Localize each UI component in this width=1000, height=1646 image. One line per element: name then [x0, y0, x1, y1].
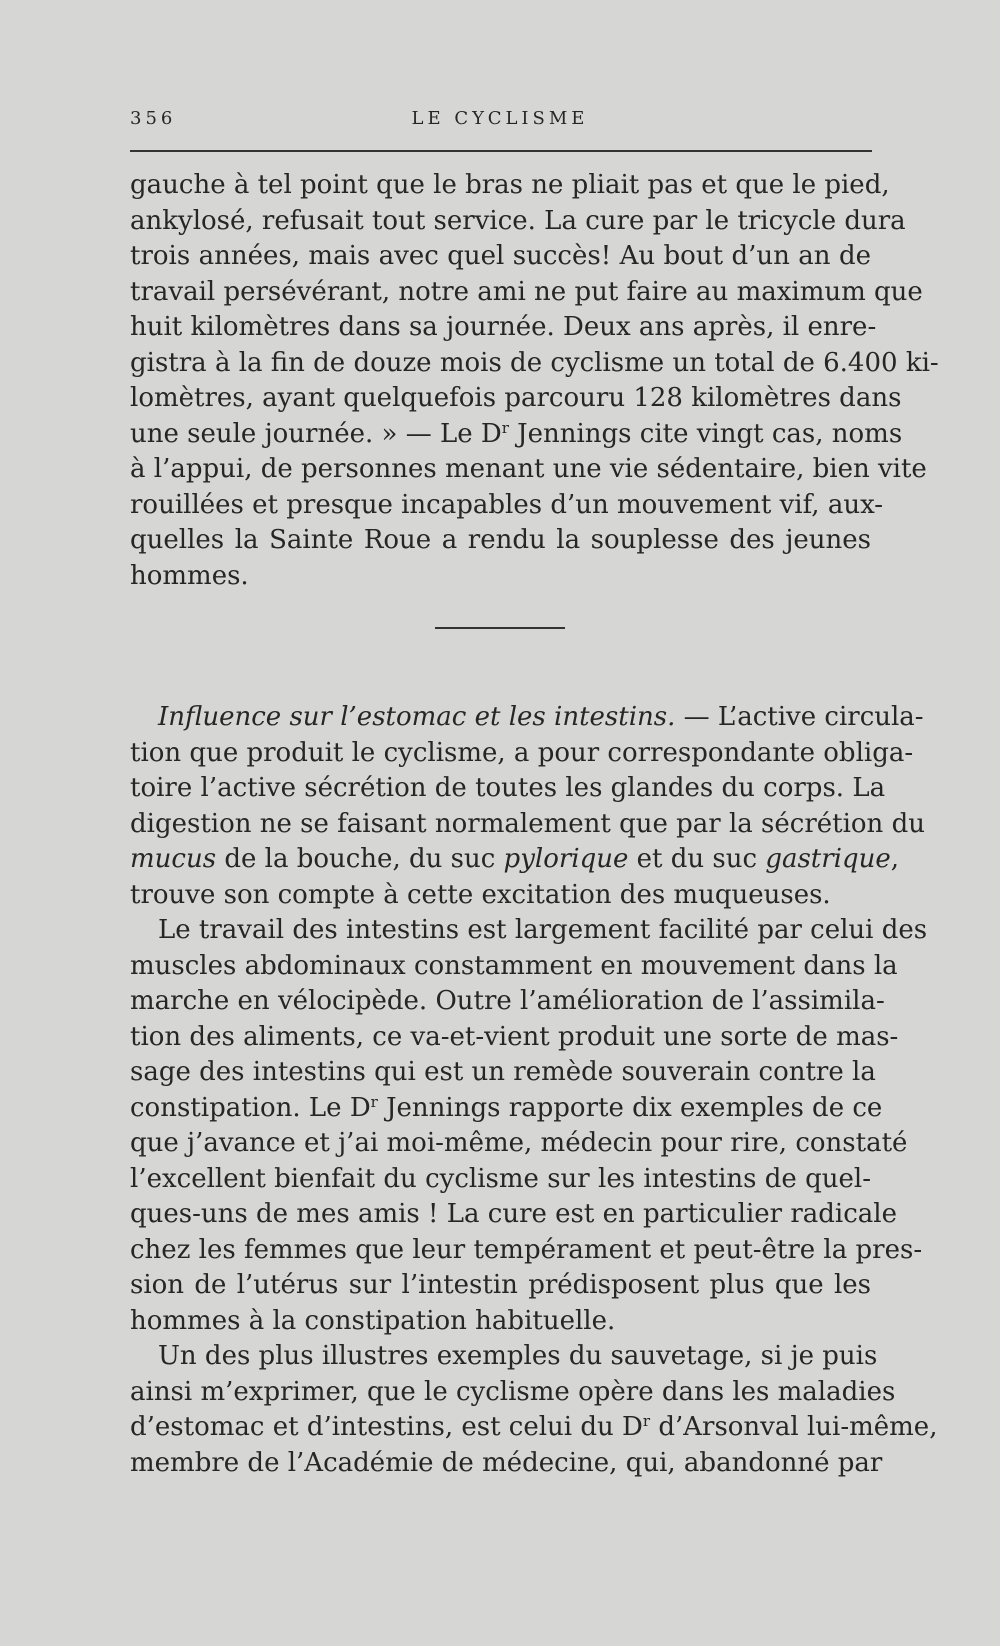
page-header [130, 108, 870, 138]
text-fragment: de la bouche, du suc [216, 844, 504, 874]
superscript: r [370, 1092, 378, 1111]
text-line: chez les femmes que leur tempérament et peut-être la pres- [130, 1234, 923, 1265]
section-heading-line [130, 700, 924, 736]
text-line: hommes à la constipation habituelle. [130, 1305, 616, 1336]
text-line [130, 1410, 938, 1446]
text-line: gauche à tel point que le bras ne pliait pas et que le pied, [130, 170, 890, 200]
text-line: lomètres, ayant quelquefois parcouru 128 kilomètres dans [130, 383, 902, 413]
text-line: membre de l’Académie de médecine, qui, abandonné par [130, 1447, 883, 1478]
text-line [130, 1091, 883, 1127]
text-line: tion des aliments, ce va-et-vient produit une sorte de mas- [130, 1021, 899, 1052]
text-fragment: — L’active circula- [675, 702, 924, 732]
section-heading: Influence sur l’estomac et les intestins. [158, 702, 676, 732]
text-line: ques-uns de mes amis ! La cure est en particulier radicale [130, 1199, 897, 1229]
italic-term: mucus [130, 844, 217, 874]
text-line: quelles la Sainte Roue a rendu la souplesse des jeunes [130, 525, 871, 555]
text-line: travail persévérant, notre ami ne put faire au maximum que [130, 276, 923, 307]
text-line: sage des intestins qui est un remède souverain contre la [130, 1057, 876, 1087]
text-line: rouillées et presque incapables d’un mouvement vif, aux- [130, 489, 884, 520]
text-fragment: constipation. Le D [130, 1092, 371, 1123]
text-line: à l’appui, de personnes menant une vie sédentaire, bien vite [130, 454, 927, 484]
text-line: trois années, mais avec quel succès! Au bout d’un an de [130, 241, 871, 271]
text-line: tion que produit le cyclisme, a pour correspondante obliga- [130, 737, 914, 768]
text-line: hommes. [130, 560, 249, 591]
text-fragment: d’estomac et d’intestins, est celui du D [130, 1412, 643, 1442]
italic-term: gastrique [765, 844, 891, 874]
text-fragment: Jennings rapporte dix exemples de ce [377, 1092, 883, 1123]
text-fragment: et du suc [628, 844, 766, 874]
text-line: toire l’active sécrétion de toutes les glandes du corps. La [130, 773, 886, 803]
superscript: r [501, 418, 509, 437]
text-fragment: , [890, 844, 900, 874]
text-line [130, 417, 903, 453]
text-line: que j’avance et j’ai moi-même, médecin pour rire, constaté [130, 1128, 908, 1158]
text-line: digestion ne se faisant normalement que par la sécrétion du [130, 808, 925, 839]
text-line: Un des plus illustres exemples du sauvetage, si je puis [158, 1341, 878, 1371]
text-fragment: Jennings cite vingt cas, noms [508, 418, 903, 449]
text-line: trouve son compte à cette excitation des muqueuses. [130, 879, 831, 910]
text-line: sion de l’utérus sur l’intestin prédisposent plus que les [130, 1270, 871, 1300]
text-line: Le travail des intestins est largement facilité par celui des [158, 915, 928, 945]
page-number: 356 [130, 108, 177, 129]
section-paragraph-1 [130, 700, 938, 1481]
text-line: huit kilomètres dans sa journée. Deux ans après, il enre- [130, 312, 877, 342]
text-line [130, 842, 900, 878]
superscript: r [642, 1412, 651, 1430]
running-head: LE CYCLISME [411, 108, 589, 129]
paragraph-continuation [130, 168, 939, 594]
section-separator [435, 627, 565, 629]
text-line: marche en vélocipède. Outre l’amélioration de l’assimila- [130, 986, 885, 1016]
text-line: ainsi m’exprimer, que le cyclisme opère dans les maladies [130, 1376, 896, 1407]
text-fragment: d’Arsonval lui-même, [650, 1412, 938, 1442]
text-line: l’excellent bienfait du cyclisme sur les intestins de quel- [130, 1163, 871, 1194]
italic-term: pylorique [503, 844, 629, 874]
text-line: muscles abdominaux constamment en mouvement dans la [130, 950, 898, 981]
text-line: ankylosé, refusait tout service. La cure par le tricycle dura [130, 205, 906, 236]
header-rule [130, 150, 872, 152]
text-fragment: une seule journée. » — Le D [130, 418, 502, 449]
text-line: gistra à la fin de douze mois de cyclisme un total de 6.400 ki- [130, 347, 939, 378]
